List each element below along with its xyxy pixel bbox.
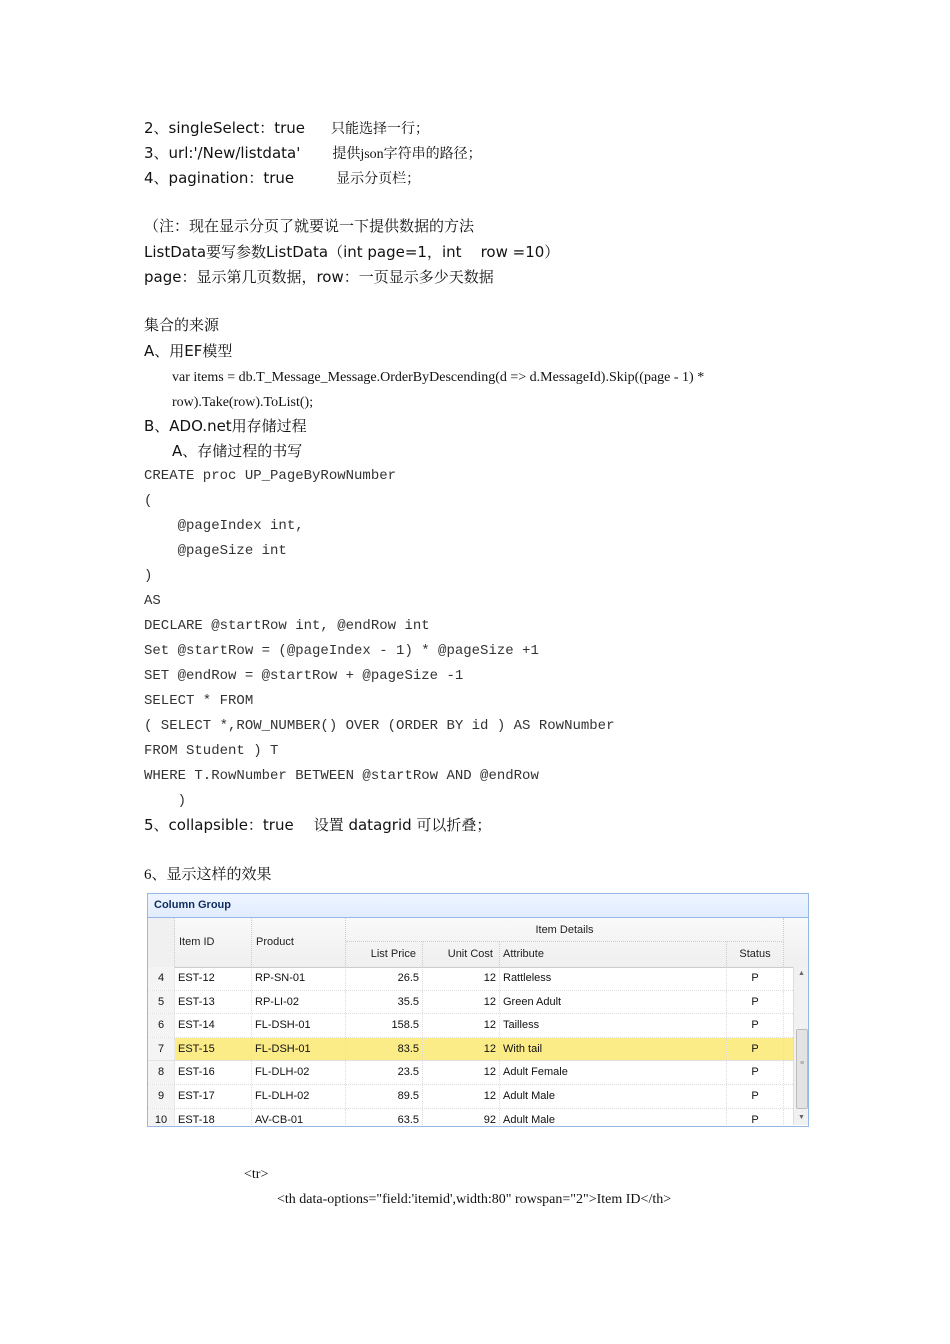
- scroll-up-arrow-icon[interactable]: ▲: [798, 970, 805, 977]
- unit-cost-cell: 12: [423, 1014, 500, 1037]
- table-row[interactable]: [148, 1014, 793, 1038]
- datagrid-header: [148, 918, 808, 968]
- option-single-select: [144, 118, 429, 140]
- option-url: [144, 143, 482, 165]
- grip-icon: ≡: [799, 1060, 805, 1067]
- row-number-header: [148, 918, 175, 967]
- status-cell: P: [727, 1109, 784, 1127]
- note-line-3: page：显示第几页数据，row：一页显示多少天数据: [144, 268, 494, 286]
- status-cell: P: [727, 1038, 784, 1061]
- ef-code-line-1: var items = db.T_Message_Message.OrderByDescending(d => d.MessageId).Skip((page - 1) *: [172, 370, 705, 385]
- row-number-cell: 5: [148, 991, 175, 1014]
- table-row[interactable]: [148, 1085, 793, 1109]
- table-row[interactable]: [148, 967, 793, 991]
- option-label: 4、pagination：true: [144, 169, 295, 187]
- row-number-cell: 10: [148, 1109, 175, 1127]
- unit-cost-cell: 12: [423, 991, 500, 1014]
- vertical-scrollbar[interactable]: [793, 967, 809, 1125]
- sql-line: WHERE T.RowNumber BETWEEN @startRow AND @endRow: [144, 768, 539, 784]
- product-cell: FL-DSH-01: [252, 1038, 346, 1061]
- itemid-cell: EST-18: [175, 1109, 252, 1127]
- note-line-2: ListData要写参数ListData（int page=1，int row =10）: [144, 243, 560, 261]
- header-itemid[interactable]: Item ID: [175, 918, 252, 967]
- table-row[interactable]: [148, 1061, 793, 1085]
- status-cell: P: [727, 991, 784, 1014]
- attribute-cell: Rattleless: [500, 967, 727, 990]
- datagrid-body: [148, 967, 793, 1127]
- product-cell: FL-DSH-01: [252, 1014, 346, 1037]
- source-b-a: A、存储过程的书写: [172, 442, 303, 460]
- sql-line: FROM Student ) T: [144, 743, 279, 759]
- datagrid-title[interactable]: Column Group: [148, 894, 808, 918]
- row-number-cell: 9: [148, 1085, 175, 1108]
- scrollbar-thumb[interactable]: [796, 1029, 808, 1109]
- list-price-cell: 35.5: [346, 991, 423, 1014]
- unit-cost-cell: 92: [423, 1109, 500, 1127]
- header-status[interactable]: Status: [727, 942, 784, 967]
- attribute-cell: Adult Female: [500, 1061, 727, 1084]
- sql-line: SELECT * FROM: [144, 693, 254, 709]
- itemid-cell: EST-13: [175, 991, 252, 1014]
- attribute-cell: Tailless: [500, 1014, 727, 1037]
- unit-cost-cell: 12: [423, 967, 500, 990]
- sql-line: Set @startRow = (@pageIndex - 1) * @pageSize +1: [144, 643, 539, 659]
- source-a: A、用EF模型: [144, 342, 233, 360]
- unit-cost-cell: 12: [423, 1085, 500, 1108]
- product-cell: FL-DLH-02: [252, 1061, 346, 1084]
- table-row[interactable]: [148, 1109, 793, 1127]
- product-cell: FL-DLH-02: [252, 1085, 346, 1108]
- option-desc: 提供json字符串的路径；: [332, 147, 482, 162]
- itemid-cell: EST-14: [175, 1014, 252, 1037]
- sql-line: @pageIndex int,: [144, 518, 304, 534]
- row-number-cell: 4: [148, 967, 175, 990]
- source-b: B、ADO.net用存储过程: [144, 417, 307, 435]
- status-cell: P: [727, 1014, 784, 1037]
- sql-line: AS: [144, 593, 161, 609]
- note-line-1: （注：现在显示分页了就要说一下提供数据的方法: [144, 219, 475, 235]
- list-price-cell: 83.5: [346, 1038, 423, 1061]
- section-title: 集合的来源: [144, 318, 220, 334]
- scroll-down-arrow-icon[interactable]: ▼: [798, 1114, 805, 1121]
- sql-line: ): [144, 793, 187, 809]
- sql-line: ): [144, 568, 153, 584]
- product-cell: RP-LI-02: [252, 991, 346, 1014]
- option-label: 5、collapsible：true: [144, 816, 294, 834]
- sql-line: (: [144, 493, 153, 509]
- attribute-cell: With tail: [500, 1038, 727, 1061]
- list-price-cell: 63.5: [346, 1109, 423, 1127]
- html-code-line-2: <th data-options="field:'itemid',width:80" rowspan="2">Item ID</th>: [277, 1192, 672, 1207]
- option-6: 6、显示这样的效果: [144, 867, 272, 883]
- sql-line: DECLARE @startRow int, @endRow int: [144, 618, 430, 634]
- list-price-cell: 89.5: [346, 1085, 423, 1108]
- row-number-cell: 6: [148, 1014, 175, 1037]
- row-number-cell: 8: [148, 1061, 175, 1084]
- option-label: 3、url:'/New/listdata': [144, 144, 301, 162]
- option-pagination: [144, 168, 420, 190]
- unit-cost-cell: 12: [423, 1061, 500, 1084]
- html-code-line-1: <tr>: [244, 1167, 269, 1182]
- sql-line: ( SELECT *,ROW_NUMBER() OVER (ORDER BY id ) AS RowNumber: [144, 718, 615, 734]
- row-number-cell: 7: [148, 1038, 175, 1061]
- header-unit-cost[interactable]: Unit Cost: [423, 942, 500, 967]
- option-desc: 设置 datagrid 可以折叠；: [313, 816, 492, 834]
- table-row[interactable]: [148, 1038, 793, 1062]
- option-desc: 显示分页栏；: [336, 172, 421, 187]
- product-cell: AV-CB-01: [252, 1109, 346, 1127]
- list-price-cell: 26.5: [346, 967, 423, 990]
- sql-line: @pageSize int: [144, 543, 287, 559]
- header-group-item-details: Item Details: [346, 918, 784, 942]
- status-cell: P: [727, 967, 784, 990]
- attribute-cell: Adult Male: [500, 1085, 727, 1108]
- attribute-cell: Green Adult: [500, 991, 727, 1014]
- list-price-cell: 23.5: [346, 1061, 423, 1084]
- attribute-cell: Adult Male: [500, 1109, 727, 1127]
- itemid-cell: EST-16: [175, 1061, 252, 1084]
- itemid-cell: EST-15: [175, 1038, 252, 1061]
- unit-cost-cell: 12: [423, 1038, 500, 1061]
- header-list-price[interactable]: List Price: [346, 942, 423, 967]
- sql-line: SET @endRow = @startRow + @pageSize -1: [144, 668, 464, 684]
- ef-code-line-2: row).Take(row).ToList();: [172, 395, 314, 410]
- header-product[interactable]: Product: [252, 918, 346, 967]
- option-collapsible: [144, 815, 491, 835]
- option-label: 2、singleSelect：true: [144, 119, 306, 137]
- table-row[interactable]: [148, 991, 793, 1015]
- sql-line: CREATE proc UP_PageByRowNumber: [144, 468, 397, 484]
- itemid-cell: EST-17: [175, 1085, 252, 1108]
- status-cell: P: [727, 1085, 784, 1108]
- option-desc: 只能选择一行；: [331, 122, 430, 137]
- status-cell: P: [727, 1061, 784, 1084]
- itemid-cell: EST-12: [175, 967, 252, 990]
- header-attribute[interactable]: Attribute: [500, 942, 727, 967]
- datagrid: [147, 893, 809, 1127]
- product-cell: RP-SN-01: [252, 967, 346, 990]
- list-price-cell: 158.5: [346, 1014, 423, 1037]
